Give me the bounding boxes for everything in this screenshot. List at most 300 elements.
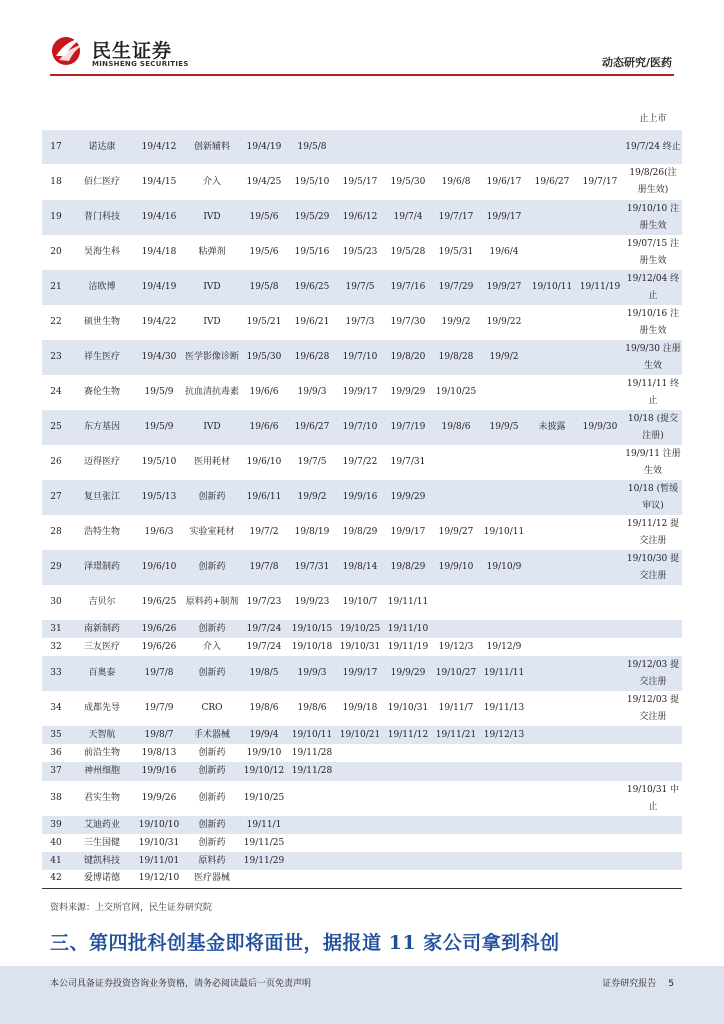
table-cell: 19/8/6	[288, 691, 336, 726]
table-cell: 19/9/26	[134, 781, 184, 816]
table-cell: 浩特生物	[70, 515, 134, 550]
table-cell: 19/8/19	[288, 515, 336, 550]
table-cell: 10/18 (提交注册)	[624, 410, 682, 445]
table-cell: 41	[42, 852, 70, 870]
table-cell: 介入	[184, 164, 240, 200]
table-cell: 19/10/31 中止	[624, 781, 682, 816]
table-cell	[528, 480, 576, 515]
table-cell: 19/5/17	[336, 164, 384, 200]
table-cell: 19/4/12	[134, 130, 184, 164]
table-cell: 创新药	[184, 656, 240, 691]
table-row	[42, 515, 682, 550]
table-cell: 19/6/25	[134, 585, 184, 620]
table-cell: IVD	[184, 200, 240, 235]
table-cell: 君实生物	[70, 781, 134, 816]
table-cell	[576, 852, 624, 870]
table-cell: 19/9/23	[288, 585, 336, 620]
table-cell	[432, 130, 480, 164]
table-cell: 19/10/9	[480, 550, 528, 585]
table-cell: 19/8/20	[384, 340, 432, 375]
table-cell	[576, 744, 624, 762]
table-cell: 19/7/19	[384, 410, 432, 445]
table-cell: 创新药	[184, 744, 240, 762]
table-cell: 19/7/31	[288, 550, 336, 585]
table-cell: 泽璟制药	[70, 550, 134, 585]
table-cell: 19/11/12 提交注册	[624, 515, 682, 550]
table-cell: 17	[42, 130, 70, 164]
table-cell: 19/10/12	[240, 762, 288, 781]
table-cell: 23	[42, 340, 70, 375]
table-cell: 30	[42, 585, 70, 620]
table-cell: 19/7/30	[384, 305, 432, 340]
table-cell: 19/11/19	[576, 270, 624, 305]
table-cell	[576, 515, 624, 550]
table-cell: 19/11/19	[384, 638, 432, 656]
table-cell: 22	[42, 305, 70, 340]
table-cell	[528, 445, 576, 480]
table-cell: 创新药	[184, 816, 240, 834]
table-cell: 38	[42, 781, 70, 816]
table-cell: 19/5/13	[134, 480, 184, 515]
table-cell: 19	[42, 200, 70, 235]
table-cell: 19/7/5	[336, 270, 384, 305]
table-cell	[384, 852, 432, 870]
table-cell: 19/6/17	[480, 164, 528, 200]
table-cell	[480, 108, 528, 130]
footer-disclaimer: 本公司具备证券投资咨询业务资格，请务必阅读最后一页免责声明	[50, 979, 312, 989]
table-cell: 原料药	[184, 852, 240, 870]
table-row	[42, 164, 682, 200]
table-cell: 19/9/16	[134, 762, 184, 781]
table-cell: 20	[42, 235, 70, 270]
table-cell: 19/7/24	[240, 638, 288, 656]
table-cell: 19/5/21	[240, 305, 288, 340]
table-cell: 19/5/23	[336, 235, 384, 270]
table-cell: 19/6/10	[134, 550, 184, 585]
table-cell	[480, 834, 528, 852]
table-cell: 33	[42, 656, 70, 691]
table-cell	[384, 762, 432, 781]
table-cell: 19/5/6	[240, 235, 288, 270]
table-cell: 昊海生科	[70, 235, 134, 270]
table-cell: 19/9/4	[240, 726, 288, 744]
table-cell: 19/8/13	[134, 744, 184, 762]
table-cell: 19/11/21	[432, 726, 480, 744]
table-cell: 19/8/14	[336, 550, 384, 585]
table-row	[42, 585, 682, 620]
table-cell: 10/18 (暂缓审议)	[624, 480, 682, 515]
section-heading: 三、第四批科创基金即将面世，据报道 11 家公司拿到科创	[50, 932, 560, 954]
table-cell: 19/12/03 提交注册	[624, 656, 682, 691]
table-cell: 创新药	[184, 620, 240, 638]
table-cell: 东方基因	[70, 410, 134, 445]
table-row	[42, 270, 682, 305]
table-cell: 普门科技	[70, 200, 134, 235]
table-cell: 创新药	[184, 550, 240, 585]
table-cell: 19/6/6	[240, 410, 288, 445]
table-cell: 19/6/8	[432, 164, 480, 200]
table-cell	[480, 852, 528, 870]
footer-report-label: 证券研究报告	[602, 979, 657, 989]
table-cell: 19/5/30	[240, 340, 288, 375]
source-note: 资料来源：上交所官网，民生证券研究院	[50, 903, 213, 913]
table-cell	[624, 834, 682, 852]
table-cell	[576, 375, 624, 410]
table-cell: 19/12/10	[134, 870, 184, 888]
table-cell: 19/10/25	[336, 620, 384, 638]
table-cell: 19/10/31	[384, 691, 432, 726]
table-cell	[480, 620, 528, 638]
table-cell	[624, 638, 682, 656]
table-cell: 前沿生物	[70, 744, 134, 762]
table-cell	[336, 834, 384, 852]
table-row	[42, 200, 682, 235]
table-cell: 19/10/27	[432, 656, 480, 691]
table-cell	[576, 305, 624, 340]
table-cell: 19/7/22	[336, 445, 384, 480]
table-cell: 19/6/3	[134, 515, 184, 550]
table-cell: 创新药	[184, 480, 240, 515]
table-cell: 医学影像诊断	[184, 340, 240, 375]
table-cell	[528, 744, 576, 762]
table-cell: 迈得医疗	[70, 445, 134, 480]
table-cell: 19/9/3	[288, 656, 336, 691]
table-cell	[184, 108, 240, 130]
table-cell	[432, 620, 480, 638]
table-cell	[624, 762, 682, 781]
table-cell: 19/10/7	[336, 585, 384, 620]
table-cell	[576, 585, 624, 620]
table-cell	[576, 108, 624, 130]
table-cell	[624, 744, 682, 762]
page-number: 5	[668, 979, 674, 989]
table-cell: 27	[42, 480, 70, 515]
table-cell: 19/11/28	[288, 744, 336, 762]
table-cell: 19/6/21	[288, 305, 336, 340]
table-cell: 键凯科技	[70, 852, 134, 870]
table-cell: 19/6/27	[288, 410, 336, 445]
table-cell	[336, 870, 384, 888]
table-cell	[576, 340, 624, 375]
table-cell: 24	[42, 375, 70, 410]
table-cell	[528, 691, 576, 726]
table-cell: 创新辅料	[184, 130, 240, 164]
table-cell: 28	[42, 515, 70, 550]
table-cell	[528, 235, 576, 270]
table-cell	[336, 816, 384, 834]
table-cell	[528, 585, 576, 620]
table-cell: 19/9/30 注册生效	[624, 340, 682, 375]
table-cell	[576, 550, 624, 585]
table-cell: 爱博诺德	[70, 870, 134, 888]
table-cell: 19/7/10	[336, 410, 384, 445]
table-cell: 19/11/10	[384, 620, 432, 638]
table-cell: 19/8/7	[134, 726, 184, 744]
table-cell: 19/7/29	[432, 270, 480, 305]
table-cell	[384, 834, 432, 852]
table-cell: 19/10/11	[480, 515, 528, 550]
table-cell	[288, 852, 336, 870]
table-row	[42, 781, 682, 816]
table-cell	[576, 130, 624, 164]
table-cell: 19/10/21	[336, 726, 384, 744]
table-cell	[432, 108, 480, 130]
table-cell: 创新药	[184, 762, 240, 781]
page-footer	[0, 966, 724, 1024]
table-cell: 19/10/30 提交注册	[624, 550, 682, 585]
table-cell: 艾迪药业	[70, 816, 134, 834]
table-cell	[528, 816, 576, 834]
table-cell: 洁欧博	[70, 270, 134, 305]
page-header	[0, 0, 724, 80]
table-cell: 手术器械	[184, 726, 240, 744]
table-cell: 19/10/15	[288, 620, 336, 638]
table-cell: 19/7/3	[336, 305, 384, 340]
table-cell: 19/9/3	[288, 375, 336, 410]
table-cell: 抗血清抗毒素	[184, 375, 240, 410]
table-cell	[432, 744, 480, 762]
table-cell: 19/5/28	[384, 235, 432, 270]
table-cell: IVD	[184, 270, 240, 305]
table-cell: 19/07/15 注册生效	[624, 235, 682, 270]
table-cell	[624, 816, 682, 834]
table-cell: 19/5/10	[288, 164, 336, 200]
table-cell	[480, 816, 528, 834]
table-cell: 19/5/9	[134, 375, 184, 410]
table-cell: 19/11/29	[240, 852, 288, 870]
table-cell: 19/9/17	[480, 200, 528, 235]
table-cell: 19/10/10 注册生效	[624, 200, 682, 235]
table-cell	[288, 108, 336, 130]
table-cell	[576, 781, 624, 816]
ipo-progress-table	[42, 108, 682, 889]
table-cell: 19/7/24	[240, 620, 288, 638]
table-cell: 19/11/1	[240, 816, 288, 834]
table-cell: 19/5/10	[134, 445, 184, 480]
table-cell	[480, 445, 528, 480]
table-cell	[384, 108, 432, 130]
table-cell	[576, 870, 624, 888]
table-cell	[432, 816, 480, 834]
table-cell: 19/8/26(注册生效)	[624, 164, 682, 200]
table-row	[42, 744, 682, 762]
table-cell: 18	[42, 164, 70, 200]
table-cell: 19/4/15	[134, 164, 184, 200]
table-cell: IVD	[184, 305, 240, 340]
table-cell	[528, 834, 576, 852]
table-row	[42, 235, 682, 270]
table-cell: 19/6/4	[480, 235, 528, 270]
table-cell: 35	[42, 726, 70, 744]
table-cell	[432, 870, 480, 888]
table-cell: 19/9/30	[576, 410, 624, 445]
table-cell: 19/9/11 注册生效	[624, 445, 682, 480]
table-cell	[528, 515, 576, 550]
table-cell: 26	[42, 445, 70, 480]
table-cell	[336, 852, 384, 870]
table-cell	[42, 108, 70, 130]
table-cell	[134, 108, 184, 130]
table-cell: 19/4/19	[240, 130, 288, 164]
report-type-label: 动态研究/医药	[601, 56, 672, 69]
table-cell: 19/9/27	[432, 515, 480, 550]
table-cell	[480, 480, 528, 515]
table-row	[42, 762, 682, 781]
logo-text-en: MINSHENG SECURITIES	[92, 60, 189, 68]
table-cell: 19/4/30	[134, 340, 184, 375]
table-row	[42, 816, 682, 834]
table-cell: 19/12/04 终止	[624, 270, 682, 305]
table-cell: 19/7/17	[576, 164, 624, 200]
table-cell: 19/11/12	[384, 726, 432, 744]
table-cell: 19/7/2	[240, 515, 288, 550]
table-row	[42, 691, 682, 726]
table-cell: 诺达康	[70, 130, 134, 164]
table-cell: 19/6/26	[134, 620, 184, 638]
table-cell: 南新制药	[70, 620, 134, 638]
table-cell: 19/9/17	[336, 656, 384, 691]
table-cell: 19/10/18	[288, 638, 336, 656]
table-cell	[576, 480, 624, 515]
table-cell	[240, 108, 288, 130]
table-cell: 复旦张江	[70, 480, 134, 515]
table-cell	[576, 691, 624, 726]
table-cell: 25	[42, 410, 70, 445]
table-cell	[70, 108, 134, 130]
table-cell: 19/6/10	[240, 445, 288, 480]
table-cell	[528, 108, 576, 130]
table-cell: 19/10/25	[240, 781, 288, 816]
table-cell	[288, 834, 336, 852]
table-cell: 19/7/5	[288, 445, 336, 480]
table-cell: 19/11/25	[240, 834, 288, 852]
table-cell: 40	[42, 834, 70, 852]
table-cell: 34	[42, 691, 70, 726]
table-cell: 19/9/18	[336, 691, 384, 726]
table-cell: 止上市	[624, 108, 682, 130]
table-cell: 39	[42, 816, 70, 834]
table-cell	[432, 834, 480, 852]
table-cell	[384, 816, 432, 834]
table-cell: 19/9/2	[480, 340, 528, 375]
table-cell: 19/9/29	[384, 656, 432, 691]
table-cell	[240, 870, 288, 888]
table-cell: 实验室耗材	[184, 515, 240, 550]
table-cell	[384, 781, 432, 816]
table-cell	[432, 762, 480, 781]
table-cell: 19/4/18	[134, 235, 184, 270]
table-cell: 19/4/22	[134, 305, 184, 340]
table-cell: 19/5/31	[432, 235, 480, 270]
table-cell	[336, 130, 384, 164]
table-row	[42, 480, 682, 515]
table-cell	[432, 480, 480, 515]
table-cell: 19/7/16	[384, 270, 432, 305]
table-cell: 19/8/6	[432, 410, 480, 445]
table-cell: 19/12/9	[480, 638, 528, 656]
table-cell	[624, 620, 682, 638]
table-row	[42, 870, 682, 888]
table-cell	[528, 340, 576, 375]
table-cell: 佰仁医疗	[70, 164, 134, 200]
table-cell	[528, 726, 576, 744]
table-cell: 19/11/7	[432, 691, 480, 726]
table-cell: 19/9/22	[480, 305, 528, 340]
table-cell: 祥生医疗	[70, 340, 134, 375]
table-cell	[576, 816, 624, 834]
table-cell	[432, 445, 480, 480]
table-cell: 粘弹剂	[184, 235, 240, 270]
table-cell	[384, 870, 432, 888]
table-cell: 19/6/11	[240, 480, 288, 515]
table-cell: 19/9/17	[384, 515, 432, 550]
table-cell	[576, 620, 624, 638]
table-cell	[528, 638, 576, 656]
table-cell: 19/5/16	[288, 235, 336, 270]
table-cell	[288, 781, 336, 816]
table-cell: 19/9/5	[480, 410, 528, 445]
table-cell	[480, 130, 528, 164]
table-cell: 创新药	[184, 834, 240, 852]
table-cell: 19/10/31	[336, 638, 384, 656]
table-cell: 19/8/28	[432, 340, 480, 375]
table-row	[42, 656, 682, 691]
table-cell	[528, 550, 576, 585]
table-cell: 19/6/6	[240, 375, 288, 410]
table-cell: 32	[42, 638, 70, 656]
table-cell: 19/8/6	[240, 691, 288, 726]
table-cell: 19/10/31	[134, 834, 184, 852]
table-row	[42, 305, 682, 340]
table-cell: 19/9/10	[432, 550, 480, 585]
table-cell: 42	[42, 870, 70, 888]
table-cell	[528, 305, 576, 340]
table-cell	[480, 781, 528, 816]
table-cell: 19/8/5	[240, 656, 288, 691]
table-row	[42, 410, 682, 445]
table-cell	[624, 852, 682, 870]
table-cell: 19/4/16	[134, 200, 184, 235]
table-cell	[576, 834, 624, 852]
table-cell: 36	[42, 744, 70, 762]
table-row	[42, 550, 682, 585]
table-cell: 37	[42, 762, 70, 781]
table-cell	[528, 762, 576, 781]
table-cell: 19/9/2	[288, 480, 336, 515]
table-cell	[288, 816, 336, 834]
table-cell: 吉贝尔	[70, 585, 134, 620]
table-cell: 19/7/9	[134, 691, 184, 726]
table-cell	[576, 726, 624, 744]
table-cell: 19/9/17	[336, 375, 384, 410]
table-cell	[480, 585, 528, 620]
table-cell	[576, 200, 624, 235]
table-cell: 19/11/11 终止	[624, 375, 682, 410]
table-cell	[336, 781, 384, 816]
table-cell: IVD	[184, 410, 240, 445]
table-cell: 神州细胞	[70, 762, 134, 781]
table-cell: 21	[42, 270, 70, 305]
table-cell: 19/5/6	[240, 200, 288, 235]
table-cell	[528, 781, 576, 816]
table-cell: 19/9/27	[480, 270, 528, 305]
table-cell: 19/7/8	[134, 656, 184, 691]
table-cell: 19/7/24 终止	[624, 130, 682, 164]
table-cell	[576, 235, 624, 270]
footer-right	[590, 976, 674, 989]
table-row	[42, 638, 682, 656]
table-cell: 硕世生物	[70, 305, 134, 340]
